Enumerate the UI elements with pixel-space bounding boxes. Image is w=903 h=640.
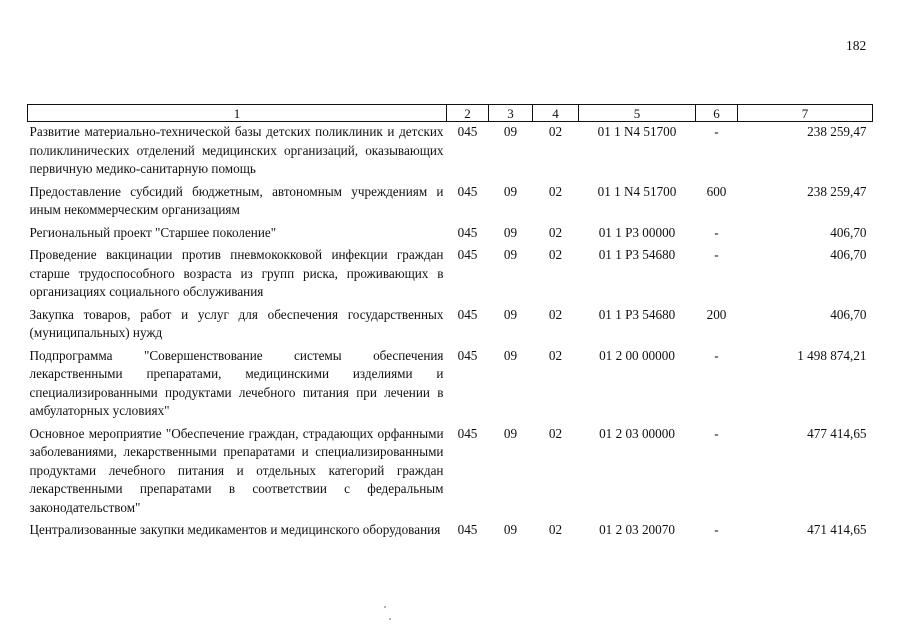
row-expense-type: - — [714, 347, 719, 363]
header-col-2: 2 — [447, 105, 489, 122]
budget-table — [27, 104, 873, 543]
row-expense-type: - — [714, 425, 719, 441]
table-row — [28, 182, 873, 223]
table-header — [28, 105, 873, 122]
row-grbs: 045 — [457, 425, 478, 441]
row-amount: 477 414,65 — [807, 425, 867, 441]
row-subsection: 02 — [548, 347, 563, 363]
row-name: Подпрограмма "Совершенствование системы обеспечения лекарственными препаратами, медицинскими изделиями и специализированными продуктами лечебного питания при лечении в амбулаторных условиях" — [29, 347, 444, 418]
row-subsection: 02 — [548, 425, 563, 441]
row-grbs: 045 — [457, 183, 478, 199]
row-section: 09 — [503, 522, 518, 537]
header-col-3: 3 — [489, 105, 533, 122]
row-expense-type: - — [714, 522, 719, 537]
row-subsection: 02 — [548, 522, 563, 537]
table-body — [28, 122, 873, 543]
table-row — [28, 424, 873, 521]
header-col-4: 4 — [533, 105, 579, 122]
row-target-code: 01 1 P3 54680 — [598, 247, 676, 262]
row-target-code: 01 2 00 00000 — [599, 347, 675, 363]
row-grbs: 045 — [457, 247, 478, 262]
row-section: 09 — [503, 124, 518, 139]
row-amount: 238 259,47 — [807, 183, 867, 199]
table-row — [28, 245, 873, 305]
header-col-7: 7 — [738, 105, 873, 122]
table-row — [28, 223, 873, 246]
row-grbs: 045 — [457, 306, 478, 322]
row-name: Основное мероприятие "Обеспечение граждан, страдающих орфанными заболеваниями, лекарственными препаратами и специализированными продуктами лечебного питания и отдельных категорий граждан лекарственными препаратами в соответствии с федеральным законодательством" — [29, 425, 444, 515]
row-name: Централизованные закупки медикаментов и медицинского оборудования — [29, 522, 441, 537]
row-grbs: 045 — [457, 124, 478, 139]
row-amount: 406,70 — [830, 306, 867, 322]
row-expense-type: - — [714, 247, 719, 262]
row-name: Закупка товаров, работ и услуг для обеспечения государственных (муниципальных) нужд — [29, 306, 444, 340]
table-row — [28, 346, 873, 424]
row-target-code: 01 2 03 20070 — [599, 522, 675, 537]
row-target-code: 01 2 03 00000 — [599, 425, 675, 441]
row-subsection: 02 — [548, 247, 563, 262]
row-grbs: 045 — [457, 347, 478, 363]
row-name: Предоставление субсидий бюджетным, автономным учреждениям и иным некоммерческим организациям — [29, 183, 444, 217]
row-subsection: 02 — [548, 306, 563, 322]
header-col-1: 1 — [28, 105, 447, 122]
table-row — [28, 305, 873, 346]
header-col-6: 6 — [696, 105, 738, 122]
row-name: Проведение вакцинации против пневмококковой инфекции граждан старше трудоспособного возраста из групп риска, проживающих в организациях социального обслуживания — [29, 247, 444, 299]
row-target-code: 01 1 P3 54680 — [598, 306, 676, 322]
row-expense-type: - — [714, 124, 719, 139]
table-row — [28, 520, 873, 543]
row-expense-type: 200 — [706, 306, 727, 322]
row-subsection: 02 — [548, 224, 563, 240]
row-section: 09 — [503, 306, 518, 322]
row-expense-type: - — [714, 224, 719, 240]
row-subsection: 02 — [548, 124, 563, 139]
row-section: 09 — [503, 224, 518, 240]
row-grbs: 045 — [457, 522, 478, 537]
row-amount: 471 414,65 — [807, 522, 867, 537]
row-section: 09 — [503, 347, 518, 363]
row-amount: 238 259,47 — [807, 124, 867, 139]
row-subsection: 02 — [548, 183, 563, 199]
row-amount: 1 498 874,21 — [797, 347, 867, 363]
row-amount: 406,70 — [830, 224, 867, 240]
scan-speck — [389, 618, 391, 620]
page-number: 182 — [846, 38, 867, 53]
row-name: Развитие материально-технической базы детских поликлиник и детских поликлинических отделений медицинских организаций, оказывающих первичную медико-санитарную помощь — [29, 124, 444, 176]
row-name: Региональный проект "Старшее поколение" — [29, 224, 277, 240]
row-target-code: 01 1 N4 51700 — [597, 183, 677, 199]
row-target-code: 01 1 P3 00000 — [598, 224, 676, 240]
header-col-5: 5 — [579, 105, 696, 122]
row-grbs: 045 — [457, 224, 478, 240]
row-section: 09 — [503, 183, 518, 199]
row-section: 09 — [503, 425, 518, 441]
header-row — [28, 105, 873, 122]
row-target-code: 01 1 N4 51700 — [597, 124, 677, 139]
row-section: 09 — [503, 247, 518, 262]
scan-speck — [384, 606, 386, 608]
row-expense-type: 600 — [706, 183, 727, 199]
row-amount: 406,70 — [830, 247, 867, 262]
table-row — [28, 122, 873, 182]
